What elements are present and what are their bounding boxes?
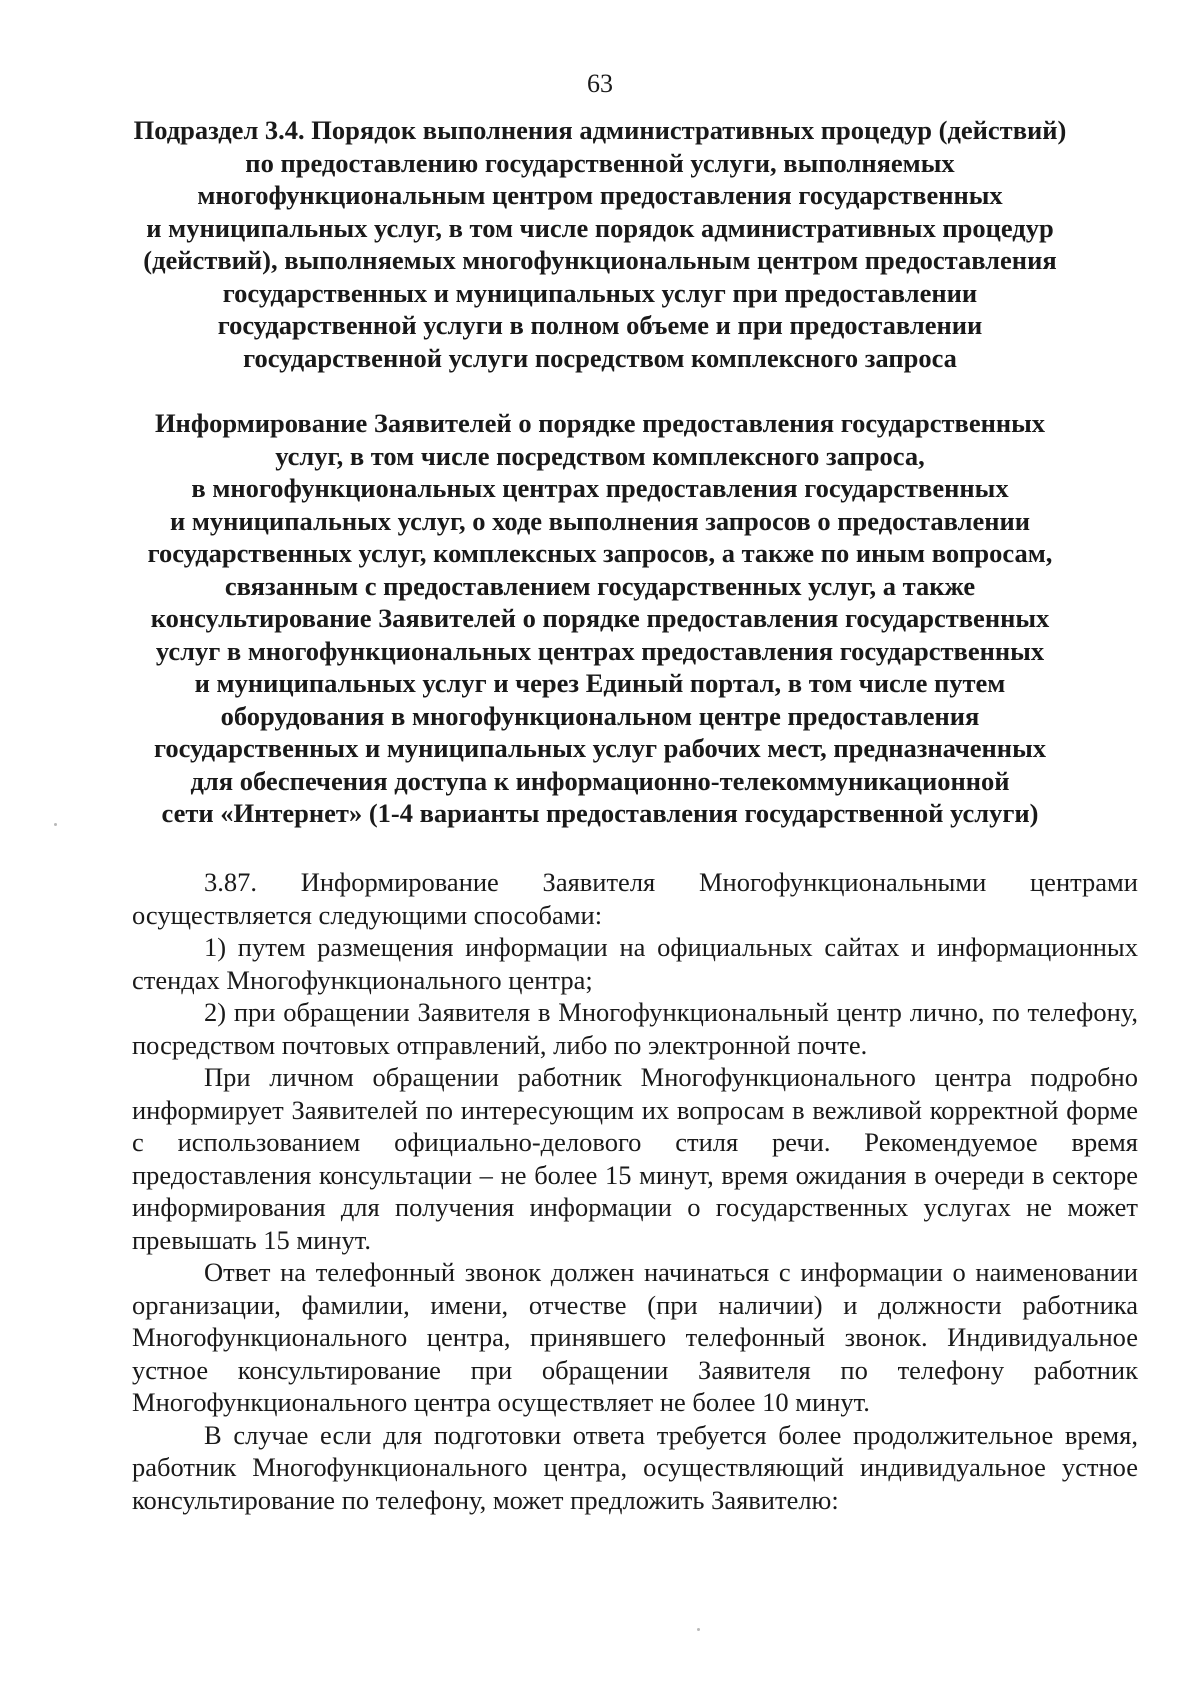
list-item-2: 2) при обращении Заявителя в Многофункциональный центр лично, по телефону, посредством почтовых отправлений, либо по электронной почте. bbox=[132, 997, 1138, 1060]
heading-line: и муниципальных услуг, в том числе порядок административных процедур bbox=[146, 212, 1054, 243]
heading-line: Информирование Заявителей о порядке предоставления государственных bbox=[154, 408, 1046, 438]
scan-speck bbox=[697, 1628, 700, 1631]
heading-line: и муниципальных услуг и через Единый портал, в том числе путем bbox=[194, 668, 1006, 698]
body-text bbox=[132, 866, 1138, 1516]
heading-line: услуг в многофункциональных центрах предоставления государственных bbox=[155, 635, 1045, 666]
heading-line: оборудования в многофункциональном центре предоставления bbox=[220, 700, 980, 731]
heading-line: связанным с предоставлением государственных услуг, а также bbox=[224, 570, 976, 601]
heading-line: государственных и муниципальных услуг рабочих мест, предназначенных bbox=[153, 733, 1047, 763]
heading-line: (действий), выполняемых многофункциональным центром предоставления bbox=[143, 245, 1057, 275]
paragraph-3-87: 3.87. Информирование Заявителя Многофункциональными центрами осуществляется следующими способами: bbox=[132, 867, 1138, 930]
paragraph-longer-response: В случае если для подготовки ответа требуется более продолжительное время, работник Многофункционального центра, осуществляющий индивидуальное устное консультирование по телефону, может предложить Заявителю: bbox=[132, 1419, 1138, 1515]
subsection-heading bbox=[120, 114, 1080, 374]
page-number: 63 bbox=[587, 69, 613, 98]
heading-line: государственных и муниципальных услуг при предоставлении bbox=[222, 277, 978, 308]
heading-line: государственных услуг, комплексных запросов, а также по иным вопросам, bbox=[147, 538, 1053, 568]
scan-speck bbox=[54, 823, 57, 826]
heading-line: в многофункциональных центрах предоставления государственных bbox=[191, 473, 1009, 503]
heading-line: Подраздел 3.4. Порядок выполнения административных процедур (действий) bbox=[133, 115, 1067, 145]
paragraph-phone-call: Ответ на телефонный звонок должен начинаться с информации о наименовании организации, фамилии, имени, отчестве (при наличии) и должности работника Многофункционального центра, принявшего телефонный звонок. Индивидуальное устное консультирование при обращении Заявителя по телефону работник Многофункционального центра осуществляет не более 10 минут. bbox=[132, 1257, 1138, 1417]
heading-line: сети «Интернет» (1-4 варианты предоставления государственной услуги) bbox=[161, 798, 1039, 828]
heading-line: и муниципальных услуг, о ходе выполнения запросов о предоставлении bbox=[169, 505, 1031, 536]
list-item-1: 1) путем размещения информации на официальных сайтах и информационных стендах Многофункционального центра; bbox=[132, 932, 1138, 995]
heading-line: многофункциональным центром предоставления государственных bbox=[197, 180, 1003, 210]
heading-line: государственной услуги посредством комплексного запроса bbox=[243, 342, 957, 373]
heading-line: консультирование Заявителей о порядке предоставления государственных bbox=[150, 603, 1050, 633]
heading-line: услуг, в том числе посредством комплексного запроса, bbox=[275, 440, 925, 471]
heading-line: государственной услуги в полном объеме и при предоставлении bbox=[217, 310, 983, 340]
heading-line: по предоставлению государственной услуги, выполняемых bbox=[245, 147, 955, 178]
heading-line: для обеспечения доступа к информационно-телекоммуникационной bbox=[190, 765, 1010, 796]
informing-heading bbox=[120, 407, 1080, 830]
paragraph-personal-visit: При личном обращении работник Многофункционального центра подробно информирует Заявителей по интересующим их вопросам в вежливой корректной форме с использованием официально-делового стиля речи. Рекомендуемое время предоставления консультации – не более 15 минут, время ожидания в очереди в секторе информирования для получения информации о государственных услугах не может превышать 15 минут. bbox=[132, 1062, 1138, 1255]
